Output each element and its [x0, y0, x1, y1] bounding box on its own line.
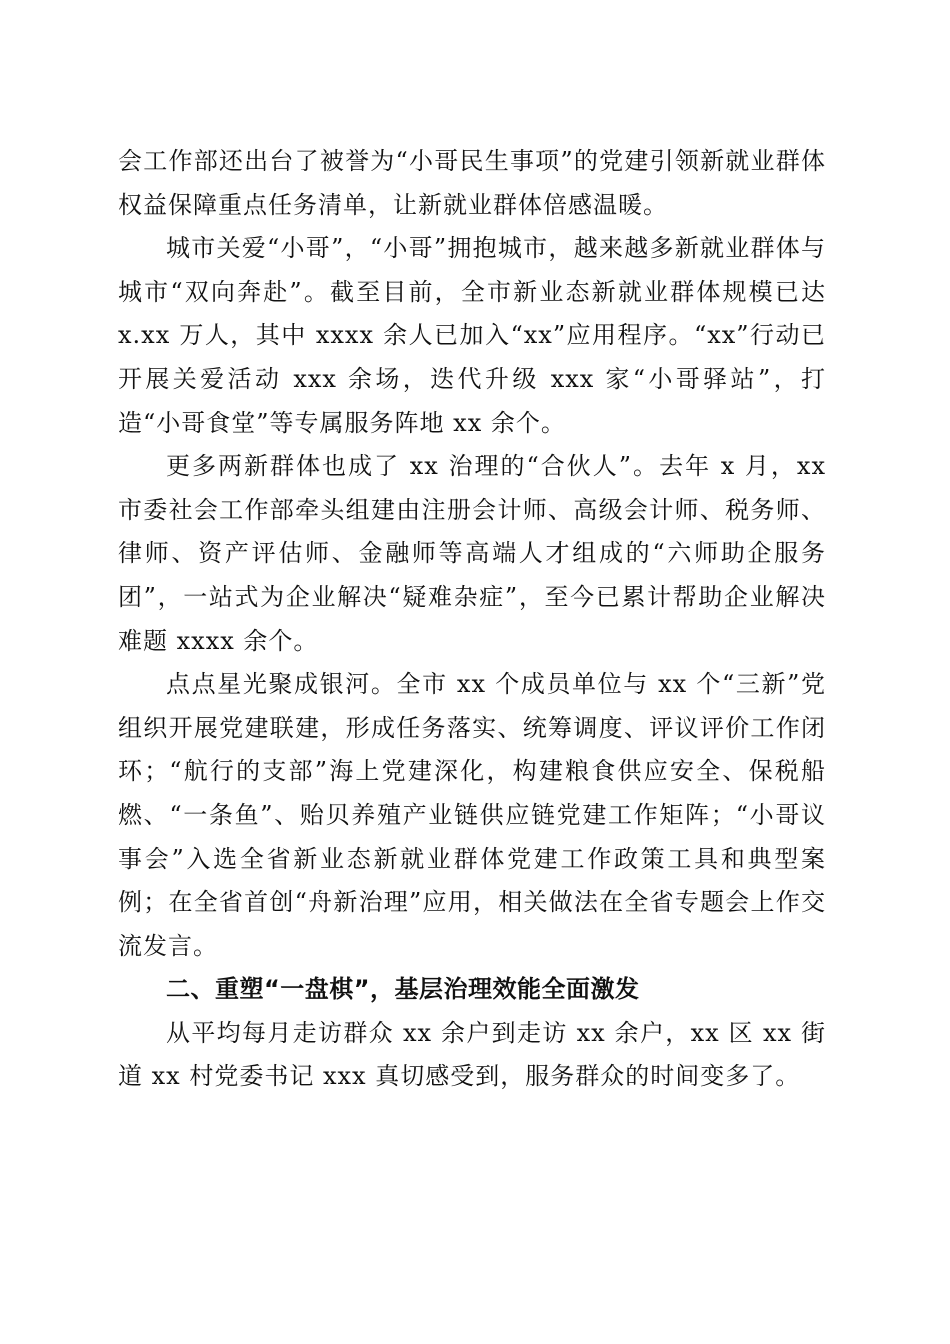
section-heading: 二、重塑“一盘棋”，基层治理效能全面激发	[166, 975, 640, 1004]
paragraph-visits: 从平均每月走访群众 xx 余户到走访 xx 余户，xx 区 xx 街道 xx 村党委书记 xxx 真切感受到，服务群众的时间变多了。	[118, 1018, 826, 1091]
document-body	[118, 140, 826, 1099]
paragraph-stars-galaxy: 点点星光聚成银河。全市 xx 个成员单位与 xx 个“三新”党组织开展党建联建，形成任务落实、统筹调度、评议评价工作闭环；“航行的支部”海上党建深化，构建粮食供应安全、保税船燃、“一条鱼”、贻贝养殖产业链供应链党建工作矩阵；“小哥议事会”入选全省新业态新就业群体党建工作政策工具和典型案例；在全省首创“舟新治理”应用，相关做法在全省专题会上作交流发言。	[118, 670, 826, 960]
paragraph-continuation: 会工作部还出台了被誉为“小哥民生事项”的党建引领新就业群体权益保障重点任务清单，让新就业群体倍感温暖。	[118, 147, 826, 219]
paragraph-city-care: 城市关爱“小哥”，“小哥”拥抱城市，越来越多新就业群体与城市“双向奔赴”。截至目前，全市新业态新就业群体规模已达 x.xx 万人，其中 xxxx 余人已加入“xx”应用程序。“xx”行动已开展关爱活动 xxx 余场，迭代升级 xxx 家“小哥驿站”，打造“小哥食堂”等专属服务阵地 xx 余个。	[118, 234, 826, 437]
paragraph-governance-partners: 更多两新群体也成了 xx 治理的“合伙人”。去年 x 月，xx 市委社会工作部牵头组建由注册会计师、高级会计师、税务师、律师、资产评估师、金融师等高端人才组成的“六师助企服务团”，一站式为企业解决“疑难杂症”，至今已累计帮助企业解决难题 xxxx 余个。	[118, 452, 826, 655]
